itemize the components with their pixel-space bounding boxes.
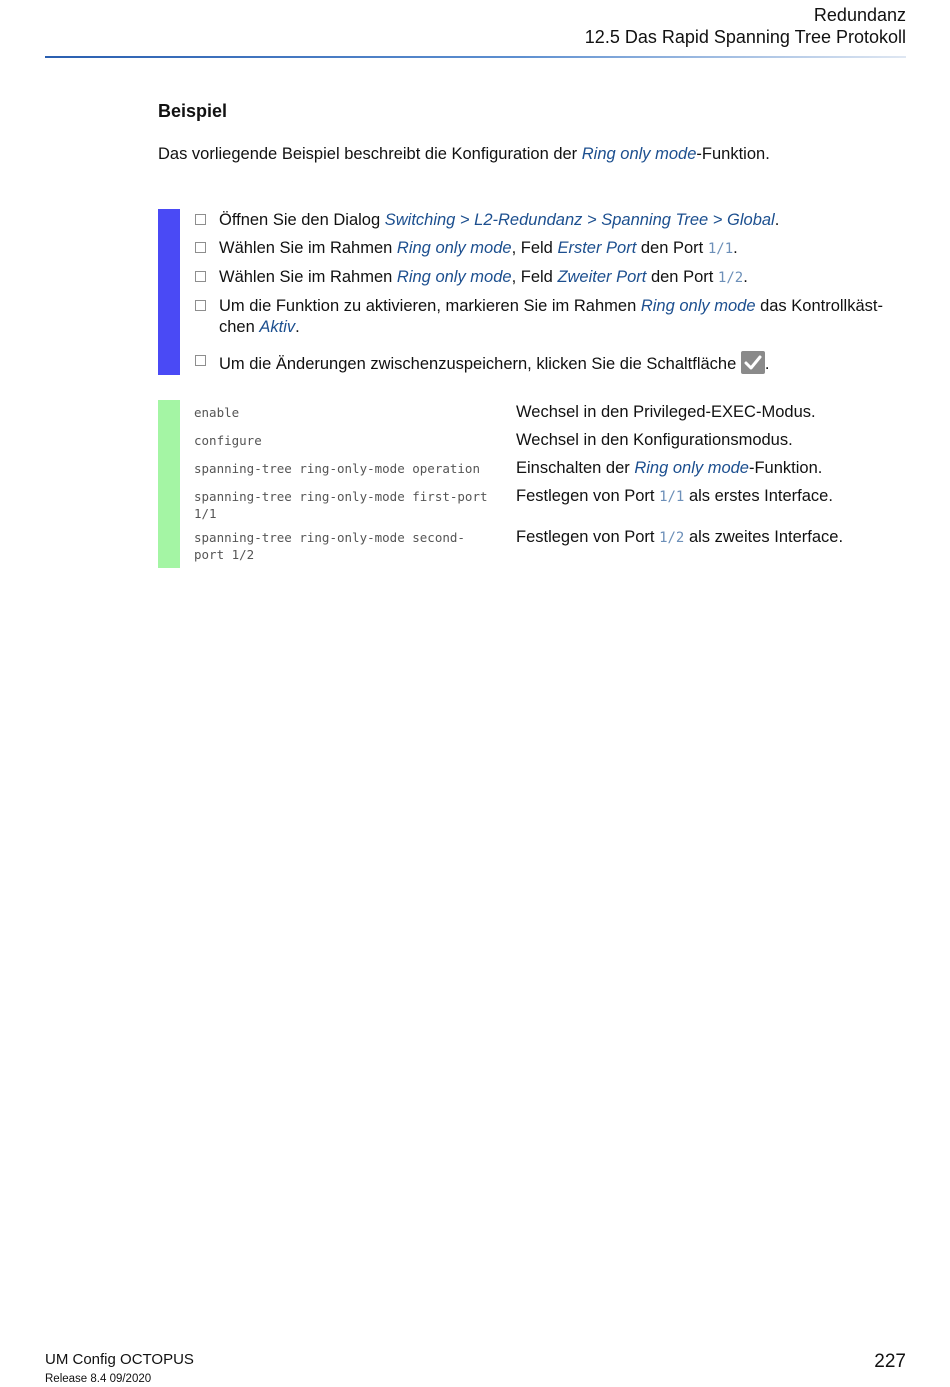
intro-text: Das vorliegende Beispiel beschreibt die Konfiguration der — [158, 145, 582, 163]
document-title: UM Config OCTOPUS — [45, 1351, 194, 1368]
page-header — [585, 4, 906, 48]
cli-description: Festlegen von Port 1/1 als erstes Interface. — [516, 487, 833, 505]
step-checkbox-icon — [195, 271, 206, 282]
step-checkbox-icon — [195, 300, 206, 311]
header-divider — [45, 56, 906, 58]
step-item: Um die Funktion zu aktivieren, markieren Sie im Rahmen Ring only mode das Kontrollkäst- chen Aktiv. — [194, 296, 909, 338]
release-info: Release 8.4 09/2020 — [45, 1373, 152, 1385]
chapter-title: Redundanz — [813, 5, 906, 25]
cli-description: Wechsel in den Privileged-EXEC-Modus. — [516, 403, 816, 421]
step-checkbox-icon — [195, 242, 206, 253]
instruction-bar — [158, 209, 180, 375]
step-item: Wählen Sie im Rahmen Ring only mode, Feld Erster Port den Port 1/1. — [194, 238, 909, 260]
intro-term: Ring only mode — [581, 145, 697, 163]
cli-command: spanning-tree ring-only-mode first-port 1/1 — [194, 489, 488, 521]
page-number: 227 — [874, 1351, 906, 1372]
step-item: Wählen Sie im Rahmen Ring only mode, Feld Zweiter Port den Port 1/2. — [194, 267, 909, 289]
cli-command: spanning-tree ring-only-mode operation — [194, 461, 480, 476]
cli-description: Wechsel in den Konfigurationsmodus. — [516, 431, 793, 449]
intro-text-end: -Funktion. — [696, 145, 770, 163]
cli-description: Festlegen von Port 1/2 als zweites Interface. — [516, 528, 844, 546]
cli-command: configure — [194, 433, 262, 448]
instruction-list — [194, 210, 909, 375]
page-footer — [45, 1351, 194, 1387]
checkmark-apply-icon — [741, 351, 765, 374]
cli-description: Einschalten der Ring only mode-Funktion. — [516, 459, 823, 477]
cli-bar — [158, 400, 180, 568]
menu-path: Switching > L2-Redundanz > Spanning Tree > Global — [384, 211, 775, 229]
step-item: Um die Änderungen zwischenzuspeichern, klicken Sie die Schaltfläche . — [194, 351, 909, 375]
cli-command: spanning-tree ring-only-mode second- port 1/2 — [194, 530, 465, 562]
section-title: 12.5 Das Rapid Spanning Tree Protokoll — [584, 27, 906, 47]
step-checkbox-icon — [195, 214, 206, 225]
step-item: Öffnen Sie den Dialog Switching > L2-Redundanz > Spanning Tree > Global. — [194, 210, 909, 231]
step-checkbox-icon — [195, 355, 206, 366]
intro-paragraph — [158, 143, 770, 165]
cli-command: enable — [194, 405, 240, 420]
example-heading: Beispiel — [158, 101, 228, 121]
